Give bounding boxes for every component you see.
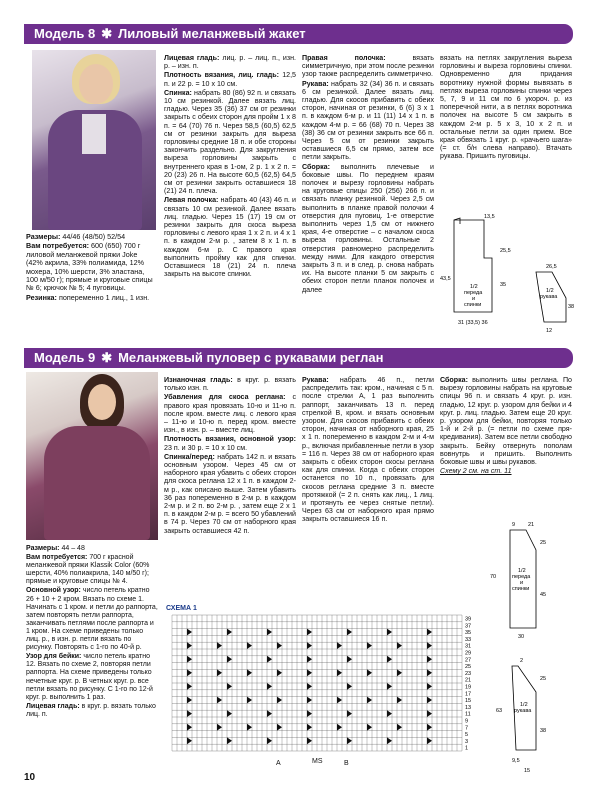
cable-mark [267, 629, 272, 636]
row-number: 15 [465, 698, 472, 705]
dim-label: 35 [500, 282, 507, 288]
piece-label: 1/2 рукава [514, 702, 532, 714]
model9-title: Меланжевый пуловер с рукавами реглан [118, 350, 384, 365]
cable-mark [387, 629, 392, 636]
arrow-b-label: B [344, 760, 349, 767]
dim-label: 38 [568, 304, 575, 310]
cable-mark [227, 629, 232, 636]
model9-schematic [484, 516, 584, 786]
dim-label: 38 [540, 728, 547, 734]
cable-mark [267, 683, 272, 690]
model9-photo [26, 372, 158, 540]
cable-mark [307, 683, 312, 690]
row-number: 13 [465, 704, 472, 711]
cable-mark [277, 642, 282, 649]
cable-mark [427, 737, 432, 744]
row-number: 35 [465, 630, 472, 637]
scheme-ref: Схему 2 см. на ст. 11 [440, 467, 512, 476]
model8-title: Лиловый меланжевый жакет [118, 26, 306, 41]
cable-mark [307, 737, 312, 744]
sizes-value: 44/46 (48/50) 52/54 [62, 232, 126, 241]
paragraph: Рукава: набрать 46 п., петли распределить так: кром., начиная с 5 п. после стрелки А, 1 раз выполнить раппорт, заканчивать 13 п. перед стрелкой В, кром. и вязать основным узором. Для скосов прибавить с обеих сторон, начиная от наборного края, 25 х 1 п. попеременно в каждом 2-м и 4-м р., включая прибавленные петли в узор = 116 п. Через 38 см от наборного края закрыть с обеих сторон скосы реглана как для спинки. Когда с обеих сторон останется по 10 п., провязать для скосов реглана средние 3 п. вместе протяжкой (= 2 п. снять как лиц., 1 лиц. и протянуть ее через снятые петли). Через 63 см от наборного края прямо закрыть оставшиеся 16 п. [302, 376, 434, 524]
cable-mark [427, 629, 432, 636]
cable-mark [427, 683, 432, 690]
cable-mark [367, 697, 372, 704]
cable-mark [307, 642, 312, 649]
cable-mark [227, 710, 232, 717]
border-text: число петель кратно 12. Вязать по схеме 2, повторяя петли раппорта. На схеме приведены только нечетные круг. р. В четных круг. р. все петли вязать по рисунку. С 1-го по 12-й круг. р. выполнить 1 раз. [26, 653, 153, 701]
dim-label: 9 [512, 522, 516, 528]
materials-text: 600 (650) 700 г лиловой меланжевой пряжи Joke (42% акрила, 33% полиамида, 12% мохера, 10% шерсти, 3% эластана, 100 м/50 г); прямые и круговые спицы № 6; крючок № 5; 4 пуговицы. [26, 241, 153, 293]
paragraph: Правая полочка: вязать симметричную, при этом после резинки узор также распределить симметрично. [302, 54, 434, 79]
materials-label: Вам потребуется: [26, 241, 90, 251]
cable-mark [217, 669, 222, 676]
cable-mark [307, 710, 312, 717]
cable-mark [187, 642, 192, 649]
cable-mark [397, 669, 402, 676]
row-number: 1 [465, 745, 469, 752]
paragraph: Спинка: набрать 80 (86) 92 п. и связать 10 см резинкой. Далее вязать лиц. гладью. Через 35 (36) 37 см от резинки закрыть с обеих сторон для пройм 1 х 8 п. = 64 (70) 76 п. Через 58,5 (60,5) 62,5 см от резинки закрыть для выреза горловины средние 18 п. и обе стороны закончить раздельно. Для закругления выреза горловины закрыть с внутреннего края в 1-ом, 2 р. 1 х 2 п. = 20 (23) 26 п. На высоте 60,5 (62,5) 64,5 см от резинки закрыть оставшиеся 18 (21) 24 п. плеча. [164, 88, 296, 196]
row-number: 33 [465, 636, 472, 643]
paragraph: Лицевая гладь: лиц. р. – лиц. п., изн. р. – изн. п. [164, 54, 296, 71]
cable-mark [347, 683, 352, 690]
cable-mark [227, 656, 232, 663]
paragraph: Убавления для скоса реглана: с правого края провязать 10-ю и 11-ю п. после кром. вместе лиц. с левого края – 11-ю и 10-ю п. перед кром. вместе изн., в изн. р. – вместе лиц. [164, 393, 296, 435]
rib-label: Резинка: [26, 292, 57, 302]
star-icon: ✱ [101, 26, 113, 41]
row-number: 23 [465, 670, 472, 677]
cable-mark [347, 737, 352, 744]
cable-mark [397, 697, 402, 704]
cable-mark [277, 697, 282, 704]
model9-number: Модель 9 [34, 350, 96, 365]
model8-title-banner [24, 24, 573, 44]
dim-label: 13,5 [484, 214, 495, 220]
piece-label: 1/2 рукава [540, 288, 558, 300]
row-number: 7 [465, 725, 469, 732]
cable-mark [307, 697, 312, 704]
cable-mark [187, 697, 192, 704]
row-number: 5 [465, 732, 469, 739]
sizes-value: 44 – 48 [61, 545, 85, 552]
model8-requirements [26, 233, 154, 303]
model8-col3 [440, 54, 572, 162]
model9-title-banner [24, 348, 573, 368]
paragraph: Сборка: выполнить швы реглана. По вырезу горловины набрать на круговые спицы 96 п. и связать 4 круг. р. изн. гладью, 12 круг. р. узором для бейки и 4 круг. р. лиц. гладью. Затем еще 20 круг. р. узором для бейки, повторяя только 1-й и 2-й р. (= петли по схеме пря-кредивания). Затем все петли свободно закрыть. Бейку отвернуть пополам вовнутрь и пришить. Выполнить боковые швы и швы рукавов. [440, 376, 572, 467]
paragraph: Изнаночная гладь: в круг. р. вязать только изн. п. [164, 376, 296, 393]
paragraph: Плотность вязания, лиц. гладь: 12,5 п. и 22 р. = 10 х 10 см. [164, 71, 296, 88]
cable-mark [307, 724, 312, 731]
cable-mark [367, 642, 372, 649]
model8-col1 [164, 54, 296, 279]
row-number: 29 [465, 650, 472, 657]
model9-col1 [164, 376, 296, 536]
row-number: 17 [465, 691, 472, 698]
sizes-label: Размеры: [26, 232, 61, 241]
row-number: 37 [465, 623, 472, 630]
dim-label: 43,5 [440, 276, 451, 282]
row-number: 25 [465, 664, 472, 671]
cable-mark [427, 656, 432, 663]
dim-label: 9,5 [512, 758, 520, 764]
model8-col2 [302, 54, 434, 295]
model8-photo [32, 50, 156, 230]
model8-schematic [440, 212, 580, 340]
dim-label: 63 [496, 708, 503, 714]
cable-mark [397, 642, 402, 649]
cable-mark [427, 697, 432, 704]
cable-mark [187, 724, 192, 731]
cable-mark [397, 724, 402, 731]
pattern-text: число петель кратно 26 + 10 + 2 кром. Вязать по схеме 1. Начинать с 1 кром. и петли до раппорта, затем повторять петли раппорта, заканчивать петлями после раппорта и 1 кром. На схеме приведены только лиц. р., в изн. р. петли вязать по рисунку. Повторять с 1-го по 40-й р. [26, 587, 158, 652]
cable-mark [187, 656, 192, 663]
star-icon: ✱ [101, 350, 113, 365]
cable-mark [337, 669, 342, 676]
dim-label: 31 (33,5) 36 [458, 320, 488, 326]
piece-label: 1/2 переда и спинки [464, 284, 483, 308]
cable-mark [267, 710, 272, 717]
cable-mark [187, 683, 192, 690]
cable-mark [187, 669, 192, 676]
row-number: 9 [465, 718, 469, 725]
cable-mark [227, 683, 232, 690]
paragraph: Рукава: набрать 32 (34) 36 п. и связать 6 см резинкой. Далее вязать лиц. гладью. Для скосов прибавить с обеих сторон, начиная от резинки, 6 (6) 3 х 1 п. в каждом 6-м р. и 11 (11) 14 х 1 п. в каждом 4-м р. = 66 (68) 70 п. Через 38 (38) 36 см от резинки закрыть все 66 п. Через 5 см от резинки закрыть оставшиеся 6,5 см прямо, затем все петли закрыть. [302, 79, 434, 162]
cable-mark [307, 629, 312, 636]
dim-label: 26,5 [546, 264, 557, 270]
dim-label: 21 [528, 522, 535, 528]
model9-col3 [440, 376, 572, 476]
stock-text: в круг. р. вязать только лиц. п. [26, 702, 156, 718]
cable-mark [347, 629, 352, 636]
cable-mark [267, 656, 272, 663]
cable-mark [247, 724, 252, 731]
cable-mark [307, 656, 312, 663]
cable-mark [277, 724, 282, 731]
row-number: 31 [465, 643, 472, 650]
cable-mark [387, 710, 392, 717]
row-number: 3 [465, 738, 469, 745]
cable-mark [267, 737, 272, 744]
dim-label: 12 [546, 328, 553, 334]
cable-mark [187, 737, 192, 744]
model9-requirements: Размеры: 44 – 48 Вам потребуется: 700 г красной меланжевой пряжи Klassik Color (60% шерсти, 40% полиакрила, 140 м/50 г); прямые и круговые спицы № 4. Основной узор: число петель кратно 26 + 10 + 2 кром. Вязать по схеме 1. Начинать с 1 кром. и петли до раппорта, затем повторять петли раппорта, заканчивать петлями после раппорта и 1 кром. На схеме приведены только лиц. р., в изн. р. петли вязать по рисунку. Повторять с 1-го по 40-й р. Узор для бейки: число петель кратно 12. Вязать по схеме 2, повторяя петли раппорта. На схеме приведены только нечетные круг. р. В четных круг. р. все петли вязать по рисунку. С 1-го по 12-й круг. р. выполнить 1 раз. Лицевая гладь: в круг. р. вязать только лиц. п. [26, 545, 158, 718]
row-number: 11 [465, 711, 471, 718]
row-number: 39 [465, 616, 472, 623]
model8-number: Модель 8 [34, 26, 96, 41]
page-number: 10 [24, 772, 36, 783]
scheme1-grid [164, 613, 484, 763]
cable-mark [427, 669, 432, 676]
cable-mark [187, 710, 192, 717]
dim-label: 25 [540, 540, 547, 546]
row-number: 27 [465, 657, 472, 664]
cable-mark [217, 697, 222, 704]
cable-mark [367, 669, 372, 676]
scheme1-arrows [270, 758, 360, 772]
cable-mark [427, 724, 432, 731]
ms-label: MS [312, 758, 323, 765]
cable-mark [367, 724, 372, 731]
dim-label: 25,5 [500, 248, 511, 254]
cable-mark [387, 737, 392, 744]
cable-mark [247, 642, 252, 649]
cable-mark [347, 710, 352, 717]
dim-label: 30 [518, 634, 525, 640]
paragraph: Сборка: выполнить плечевые и боковые швы. По переднем краям полочек и вырезу горловины набрать на круговые спицы 250 (256) 266 п. и связать планку резинкой. Через 2,5 см выполнить в планке правой полочки 4 отверстия для пуговиц. 1-е отверстие выполнить через 1,5 см от нижнего края, 4-е отверстие – с началом скоса выреза горловины. Остальные 2 отверстия равномерно распределить между ними. Для каждого отверстия закрыть 3 п. и в след. р. снова набрать их. На высоте планки 5 см закрыть с обеих сторон петли планок полочек и далее [302, 162, 434, 294]
dim-label: 15 [524, 768, 531, 774]
dim-label: 25 [540, 676, 547, 682]
dim-label: 70 [490, 574, 497, 580]
row-number: 19 [465, 684, 472, 691]
cable-mark [347, 656, 352, 663]
cable-mark [217, 642, 222, 649]
paragraph: вязать на петлях закругления выреза горловины и выреза горловины спинки. Одновременно для придания воротнику нужной формы вывязать в петлях выреза горловины спинки через 5, 7, 9 и 11 см по 6 укороч. р. из поперечной нити, а в петлях воротника полочек на высоте 5 см закрыть в каждом 2-м р. 5 х 3, 10 х 2 п. и остальные петли за один прием. Все края обвязать 1 круг. р. «рачьего шага» (= ст. б/н слева направо). Втачать рукава. Пришить пуговицы. [440, 54, 572, 161]
cable-mark [387, 656, 392, 663]
cable-mark [227, 737, 232, 744]
cable-mark [427, 642, 432, 649]
piece-label: 1/2 переда и спинки [512, 568, 531, 592]
arrow-a-label: A [276, 760, 281, 767]
cable-mark [427, 710, 432, 717]
cable-mark [277, 669, 282, 676]
cable-mark [337, 697, 342, 704]
dim-label: 2 [520, 658, 524, 664]
cable-mark [217, 724, 222, 731]
cable-mark [337, 642, 342, 649]
cable-mark [187, 629, 192, 636]
model9-col2 [302, 376, 434, 525]
cable-mark [307, 669, 312, 676]
paragraph: Плотность вязания, основной узор: 23 п. и 30 р. = 10 х 10 см. [164, 435, 296, 452]
rib-text: попеременно 1 лиц., 1 изн. [58, 292, 150, 302]
paragraph: Спинка/перед: набрать 142 п. и вязать основным узором. Через 45 см от наборного края убавить с обеих сторон для скоса реглана 12 х 1 п. в каждом 2-м р., как описано выше. Затем убавить 36 раз попеременно в 2-м р. в каждом 2-м р. и 2 п. во 2-м р. , затем еще 2 х 1 п. в каждом 2-м р. = всего 50 убавлений в 74 р. Через 70 см от наборного края закрыть оставшиеся 42 п. [164, 452, 296, 535]
cable-mark [247, 697, 252, 704]
dim-label: 45 [540, 592, 547, 598]
scheme1-label: СХЕМА 1 [166, 605, 197, 612]
materials-text: 700 г красной меланжевой пряжи Klassik Color (60% шерсти, 40% полиакрила, 140 м/50 г); прямые и круговые спицы № 4. [26, 554, 150, 586]
paragraph: Левая полочка: набрать 40 (43) 46 п. и связать 10 см резинкой. Далее вязать лиц. гладью. Через 15 (17) 19 см от резинки закрыть для скоса выреза горловины с левого края 1 х 2 п. и 4 х 1 п. в каждом 2-м р. , затем 8 х 1 п. в каждом 6-м р. С правого края выполнить пройму как для спинки. Оставшиеся 18 (21) 24 п. плеча закрыть на высоте спинки. [164, 196, 296, 279]
row-number: 21 [465, 677, 472, 684]
cable-mark [337, 724, 342, 731]
cable-mark [247, 669, 252, 676]
cable-mark [387, 683, 392, 690]
